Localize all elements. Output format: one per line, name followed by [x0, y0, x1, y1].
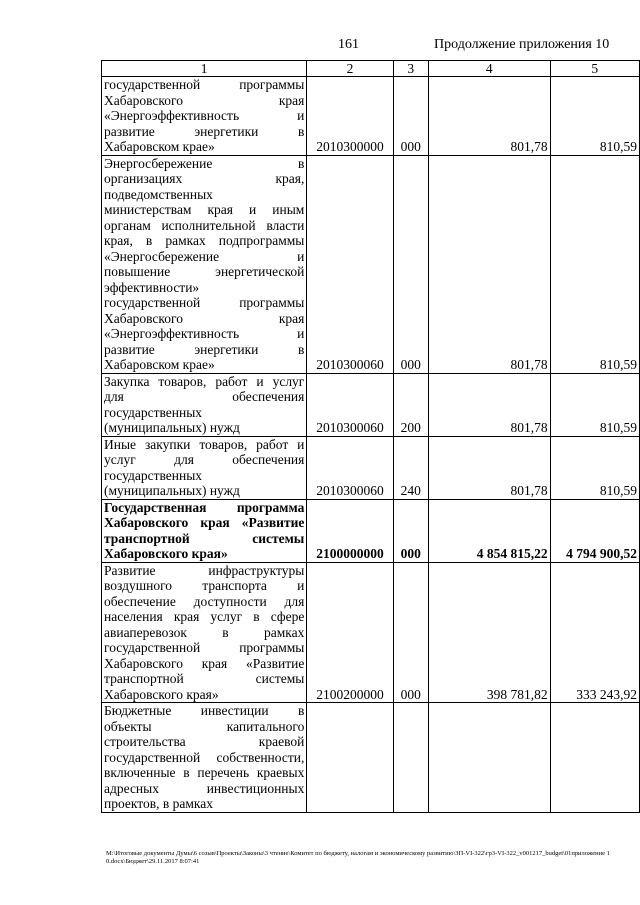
row-expense-type: 200 [393, 373, 428, 436]
row-name-line: Хабаровского края» [104, 546, 228, 561]
row-value-2019: 810,59 [550, 436, 639, 499]
row-name-line: края, в рамках подпрограммы [104, 233, 305, 248]
row-name-line: Хабаровском крае» [104, 357, 215, 372]
row-value-2018: 398 781,82 [429, 562, 551, 703]
row-code: 2010300000 [307, 77, 393, 156]
header-row [102, 61, 640, 77]
row-name-line: государственной собственности, [104, 749, 305, 765]
row-name-line: министерствам края и иным [104, 202, 305, 217]
row-code: 2010300060 [307, 155, 393, 373]
row-name-line: развитие энергетики в [104, 123, 305, 139]
row-name-line: Энергосбережение в [104, 155, 305, 171]
table-row [102, 77, 640, 156]
row-name-line: организациях края, [104, 171, 305, 186]
table-row [102, 703, 640, 813]
row-code [307, 703, 393, 813]
row-name-line: Государственная программа [104, 499, 305, 515]
row-name [102, 155, 307, 373]
row-expense-type [393, 703, 428, 813]
row-code: 2100200000 [307, 562, 393, 703]
row-value-2018 [429, 703, 551, 813]
row-name-line: государственных [104, 404, 203, 420]
row-name-line: органам исполнительной власти [104, 217, 305, 233]
row-value-2019: 810,59 [550, 373, 639, 436]
row-expense-type: 000 [393, 499, 428, 562]
row-name-line: развитие энергетики в [104, 341, 305, 357]
row-name-line: Хабаровского края «Развитие [104, 655, 305, 671]
row-name [102, 77, 307, 156]
row-name-line: эффективности» [104, 279, 200, 295]
row-code: 2010300060 [307, 373, 393, 436]
row-expense-type: 000 [393, 562, 428, 703]
row-name-line: Хабаровского края» [104, 686, 219, 702]
column-header-3: 3 [393, 61, 428, 77]
row-value-2018: 4 854 815,22 [429, 499, 551, 562]
table-row [102, 155, 640, 373]
row-name [102, 703, 307, 813]
table-row [102, 499, 640, 562]
row-name-line: для обеспечения [104, 389, 305, 404]
row-name [102, 499, 307, 562]
row-name-line: государственной программы [104, 295, 305, 310]
row-expense-type: 000 [393, 77, 428, 156]
row-name-line: услуг для обеспечения [104, 452, 305, 467]
row-name-line: адресных инвестиционных [104, 780, 305, 796]
row-name-line: Бюджетные инвестиции в [104, 703, 305, 718]
column-header-5: 5 [550, 61, 639, 77]
page-number: 161 [338, 37, 359, 52]
row-name-line: Хабаровского края «Развитие [104, 515, 305, 530]
row-name-line: Развитие инфраструктуры [104, 562, 305, 578]
row-name-line: «Энергосбережение и [104, 248, 305, 264]
column-header-1: 1 [102, 61, 307, 77]
row-name-line: Хабаровского края [104, 92, 305, 108]
row-name-line: авиаперевозок в рамках [104, 624, 305, 640]
table-row [102, 436, 640, 499]
row-name [102, 562, 307, 703]
row-name-line: «Энергоэффективность и [104, 108, 305, 123]
row-value-2019 [550, 703, 639, 813]
row-name-line: Закупка товаров, работ и услуг [104, 373, 305, 389]
table-row [102, 562, 640, 703]
row-name-line: воздушного транспорта и [104, 578, 305, 593]
row-name-line: государственной программы [104, 640, 305, 655]
row-code: 2010300060 [307, 436, 393, 499]
row-name-line: государственных [104, 467, 203, 483]
row-name-line: транспортной системы [104, 530, 305, 546]
column-header-2: 2 [307, 61, 393, 77]
row-value-2019: 4 794 900,52 [550, 499, 639, 562]
row-name-line: Хабаровском крае» [104, 139, 215, 154]
row-value-2018: 801,78 [429, 436, 551, 499]
row-expense-type: 000 [393, 155, 428, 373]
row-name-line: Хабаровского края [104, 310, 305, 326]
row-name-line: подведомственных [104, 186, 213, 202]
budget-table [101, 60, 640, 813]
row-name [102, 373, 307, 436]
row-value-2019: 333 243,92 [550, 562, 639, 703]
row-name-line: строительства краевой [104, 734, 305, 749]
row-name-line: государственной программы [104, 77, 305, 92]
row-value-2018: 801,78 [429, 155, 551, 373]
row-code: 2100000000 [307, 499, 393, 562]
row-name-line: (муниципальных) нужд [104, 420, 240, 435]
row-value-2019: 810,59 [550, 155, 639, 373]
table-row [102, 373, 640, 436]
row-name-line: «Энергоэффективность и [104, 326, 305, 341]
row-name-line: населения края услуг в сфере [104, 609, 305, 624]
row-value-2019: 810,59 [550, 77, 639, 156]
row-name [102, 436, 307, 499]
footer-file-path: M:\Итоговые документы Думы\6 созыв\Проекты\Законы\3 чтение\Комитет по бюджету, налогам и экономическому развитию\ЗП-VI-322\гр3-VI-322_v001217_budget\01приложение 10.docx\Бюджет\29.11.2017 8:07:41 [106, 850, 610, 865]
row-name-line: повышение энергетической [104, 264, 305, 279]
continuation-title: Продолжение приложения 10 [434, 37, 610, 52]
row-name-line: включенные в перечень краевых [104, 765, 305, 780]
row-name-line: (муниципальных) нужд [104, 483, 240, 498]
row-name-line: объекты капитального [104, 718, 305, 734]
column-header-4: 4 [429, 61, 551, 77]
row-name-line: проектов, в рамках [104, 796, 213, 811]
row-name-line: Иные закупки товаров, работ и [104, 436, 305, 452]
row-name-line: обеспечение доступности для [104, 593, 305, 609]
row-name-line: транспортной системы [104, 671, 305, 686]
row-expense-type: 240 [393, 436, 428, 499]
row-value-2018: 801,78 [429, 77, 551, 156]
row-value-2018: 801,78 [429, 373, 551, 436]
